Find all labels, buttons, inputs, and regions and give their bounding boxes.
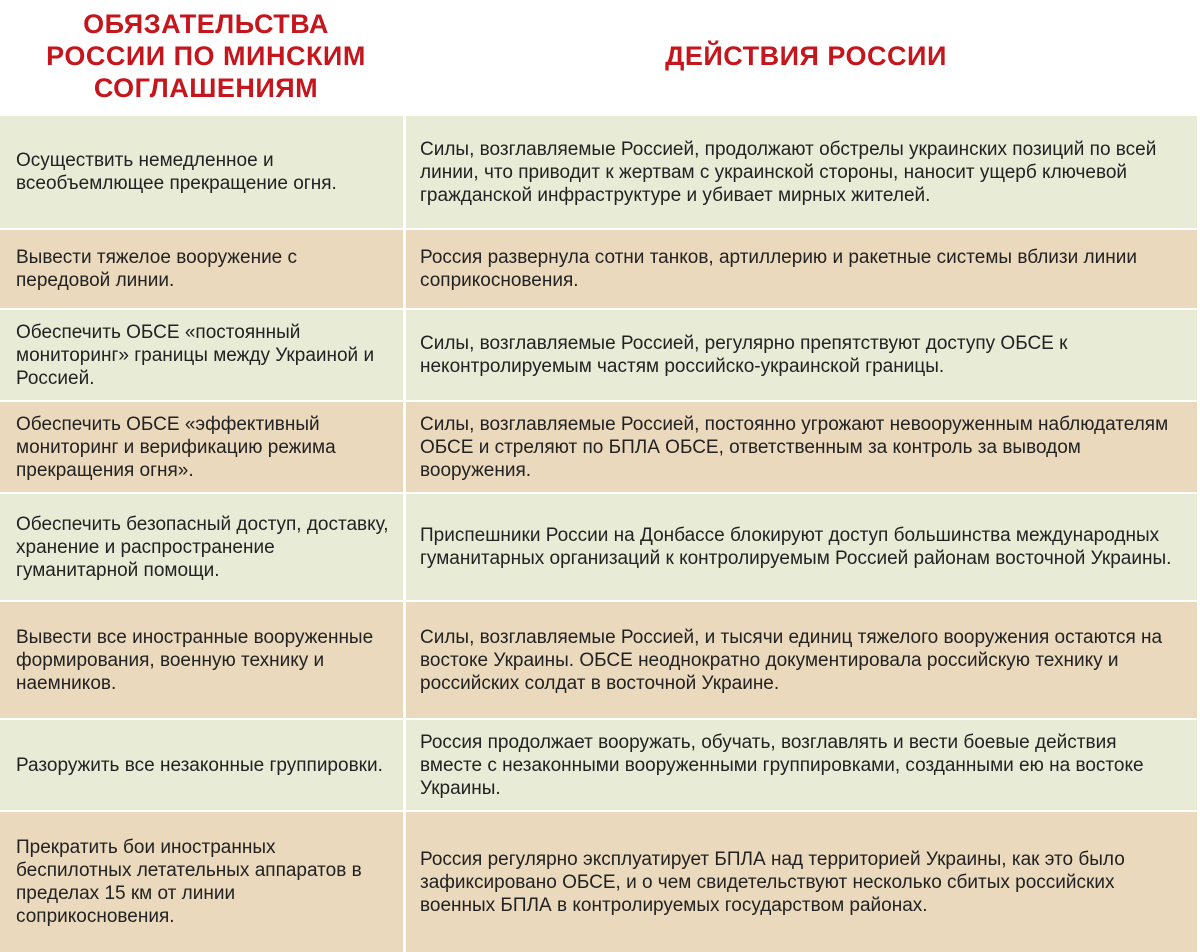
obligation-cell: Обеспечить ОБСЕ «постоянный мониторинг» границы между Украиной и Россией. (0, 310, 406, 400)
obligation-cell: Прекратить бои иностранных беспилотных летательных аппаратов в пределах 15 км от линии соприкосновения. (0, 812, 406, 952)
actions-column-title: ДЕЙСТВИЯ РОССИИ (665, 41, 947, 71)
obligations-title-line: СОГЛАШЕНИЯМ (93, 73, 319, 103)
obligation-cell: Вывести тяжелое вооружение с передовой линии. (0, 230, 406, 308)
table-row (0, 718, 1200, 810)
obligation-cell: Разоружить все незаконные группировки. (0, 720, 406, 810)
action-cell: Силы, возглавляемые Россией, постоянно угрожают невооруженным наблюдателям ОБСЕ и стреляют по БПЛА ОБСЕ, ответственным за контроль за выводом вооружения. (406, 402, 1197, 492)
comparison-table (0, 114, 1200, 952)
obligation-cell: Обеспечить ОБСЕ «эффективный мониторинг и верификацию режима прекращения огня». (0, 402, 406, 492)
obligations-title-line: РОССИИ ПО МИНСКИМ (46, 41, 366, 71)
action-cell: Силы, возглавляемые Россией, и тысячи единиц тяжелого вооружения остаются на востоке Украины. ОБСЕ неоднократно документировала российскую технику и российских солдат в восточной Украине. (406, 602, 1197, 718)
table-header (0, 0, 1200, 112)
action-cell: Россия регулярно эксплуатирует БПЛА над территорией Украины, как это было зафиксировано ОБСЕ, и о чем свидетельствуют несколько сбитых российских военных БПЛА в контролируемых государством районах. (406, 812, 1197, 952)
obligation-cell: Осуществить немедленное и всеобъемлющее прекращение огня. (0, 116, 406, 228)
action-cell: Россия продолжает вооружать, обучать, возглавлять и вести боевые действия вместе с незаконными вооруженными группировками, созданными ею на востоке Украины. (406, 720, 1197, 810)
table-row (0, 810, 1200, 952)
table-row (0, 600, 1200, 718)
table-row (0, 492, 1200, 600)
action-cell: Россия развернула сотни танков, артиллерию и ракетные системы вблизи линии соприкосновения. (406, 230, 1197, 308)
table-row (0, 228, 1200, 308)
obligation-cell: Обеспечить безопасный доступ, доставку, хранение и распространение гуманитарной помощи. (0, 494, 406, 600)
obligations-title-line: ОБЯЗАТЕЛЬСТВА (83, 9, 329, 39)
table-row (0, 114, 1200, 228)
table-row (0, 400, 1200, 492)
action-cell: Приспешники России на Донбассе блокируют доступ большинства международных гуманитарных организаций к контролируемым Россией районам восточной Украины. (406, 494, 1197, 600)
action-cell: Силы, возглавляемые Россией, регулярно препятствуют доступу ОБСЕ к неконтролируемым частям российско-украинской границы. (406, 310, 1197, 400)
table-row (0, 308, 1200, 400)
obligations-column-title (0, 8, 412, 104)
obligation-cell: Вывести все иностранные вооруженные формирования, военную технику и наемников. (0, 602, 406, 718)
action-cell: Силы, возглавляемые Россией, продолжают обстрелы украинских позиций по всей линии, что приводит к жертвам с украинской стороны, наносит ущерб ключевой гражданской инфраструктуре и убивает мирных жителей. (406, 116, 1197, 228)
